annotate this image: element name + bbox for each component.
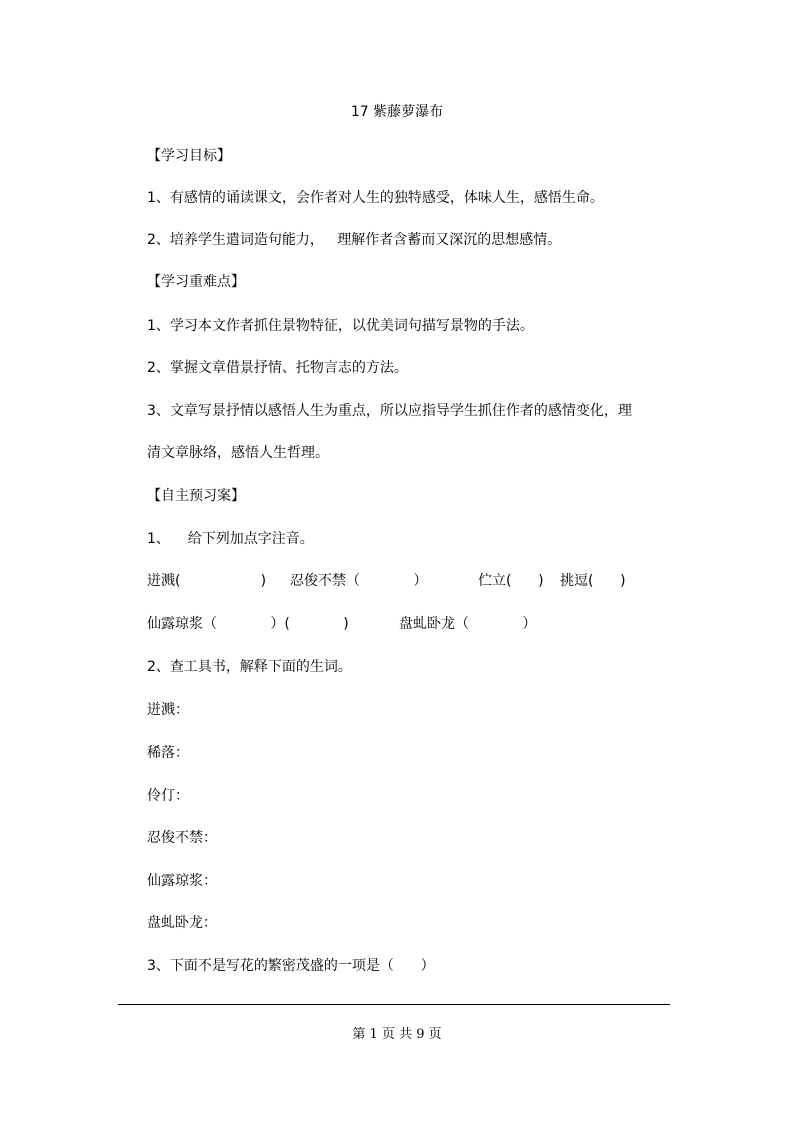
goal-item-1: 1、有感情的诵读课文，会作者对人生的独特感受，体味人生，感悟生命。 — [147, 190, 604, 206]
pinyin-item-panqiuwolong: 盘虬卧龙（ ） — [399, 616, 537, 632]
section-heading-preview: 【自主预习案】 — [147, 488, 245, 504]
key-point-item-1: 1、学习本文作者抓住景物特征，以优美词句描写景物的手法。 — [147, 318, 534, 334]
vocab-item: 忍俊不禁： — [147, 830, 217, 846]
pinyin-item-tiaodou: 挑逗( ) — [560, 573, 626, 589]
question-2: 2、查工具书，解释下面的生词。 — [147, 659, 352, 675]
footer-divider — [118, 1004, 670, 1005]
section-heading-goals: 【学习目标】 — [147, 148, 231, 164]
vocab-item: 盘虬卧龙： — [147, 915, 217, 931]
pinyin-item-xianluqiongjiang: 仙露琼浆（ ）( ) — [147, 616, 349, 632]
goal-item-2: 2、培养学生遣词造句能力， 理解作者含蓄而又深沉的思想感情。 — [147, 232, 562, 248]
vocab-item: 稀落： — [147, 745, 189, 761]
vocab-item: 迸溅： — [147, 702, 189, 718]
vocab-item: 仙露琼浆： — [147, 873, 217, 889]
question-1: 1、 给下列加点字注音。 — [147, 531, 314, 547]
pinyin-item-renjunbujin: 忍俊不禁（ ） — [290, 573, 428, 589]
pinyin-item-bengjian: 迸溅( ) — [147, 573, 267, 589]
key-point-item-3-cont: 清文章脉络，感悟人生哲理。 — [147, 445, 329, 461]
key-point-item-2: 2、掌握文章借景抒情、托物言志的方法。 — [147, 360, 408, 376]
question-3: 3、下面不是写花的繁密茂盛的一项是（ ） — [147, 958, 435, 974]
page-number-footer: 第 1 页 共 9 页 — [352, 1027, 442, 1042]
vocab-item: 伶仃： — [147, 788, 189, 804]
section-heading-key-points: 【学习重难点】 — [147, 274, 245, 290]
key-point-item-3: 3、文章写景抒情以感悟人生为重点，所以应指导学生抓住作者的感情变化，理 — [147, 403, 632, 419]
page-title: 17 紫藤萝瀑布 — [350, 104, 444, 120]
pinyin-item-zhuli: 伫立( ) — [478, 573, 544, 589]
